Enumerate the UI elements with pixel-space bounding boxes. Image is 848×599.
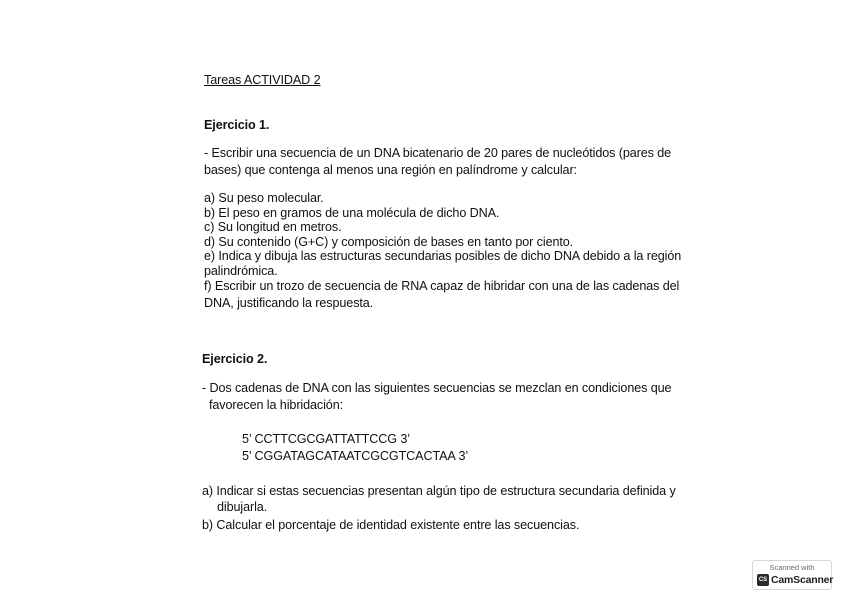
camscanner-brand-label: CamScanner	[771, 574, 834, 586]
dna-sequence-2: 5’ CGGATAGCATAATCGCGTCACTAA 3’	[242, 449, 469, 463]
ejercicio-1-item-f-line-1: f) Escribir un trozo de secuencia de RNA capaz de hibridar con una de las cadenas del	[204, 279, 680, 293]
ejercicio-1-item-d: d) Su contenido (G+C) y composición de bases en tanto por ciento.	[204, 235, 574, 249]
ejercicio-2-intro-line-1: - Dos cadenas de DNA con las siguientes secuencias se mezclan en condiciones que	[202, 381, 672, 395]
ejercicio-1-item-f-line-2: DNA, justificando la respuesta.	[204, 296, 374, 310]
ejercicio-1-intro-line-1: - Escribir una secuencia de un DNA bicatenario de 20 pares de nucleótidos (pares de	[204, 146, 672, 160]
ejercicio-1-item-b: b) El peso en gramos de una molécula de dicho DNA.	[204, 206, 500, 220]
dna-sequence-1: 5’ CCTTCGCGATTATTCCG 3’	[242, 432, 410, 446]
scanned-with-label: Scanned with	[769, 563, 815, 572]
ejercicio-1-item-e-line-1: e) Indica y dibuja las estructuras secundarias posibles de dicho DNA debido a la región	[204, 249, 682, 263]
camscanner-watermark	[752, 560, 832, 590]
ejercicio-1-item-a: a) Su peso molecular.	[204, 191, 324, 205]
ejercicio-1-heading: Ejercicio 1.	[204, 118, 270, 132]
ejercicio-2-intro-line-2: favorecen la hibridación:	[209, 398, 344, 412]
ejercicio-1-item-c: c) Su longitud en metros.	[204, 220, 342, 234]
ejercicio-1-item-e-line-2: palindrómica.	[204, 264, 278, 278]
document-title: Tareas ACTIVIDAD 2	[204, 73, 321, 87]
ejercicio-2-item-a-line-1: a) Indicar si estas secuencias presentan algún tipo de estructura secundaria definida y	[202, 484, 676, 498]
ejercicio-2-item-b: b) Calcular el porcentaje de identidad existente entre las secuencias.	[202, 518, 580, 532]
ejercicio-2-heading: Ejercicio 2.	[202, 352, 268, 366]
ejercicio-1-intro-line-2: bases) que contenga al menos una región en palíndrome y calcular:	[204, 163, 577, 177]
ejercicio-2-item-a-line-2: dibujarla.	[217, 500, 268, 514]
camscanner-logo-icon: CS	[757, 574, 769, 586]
